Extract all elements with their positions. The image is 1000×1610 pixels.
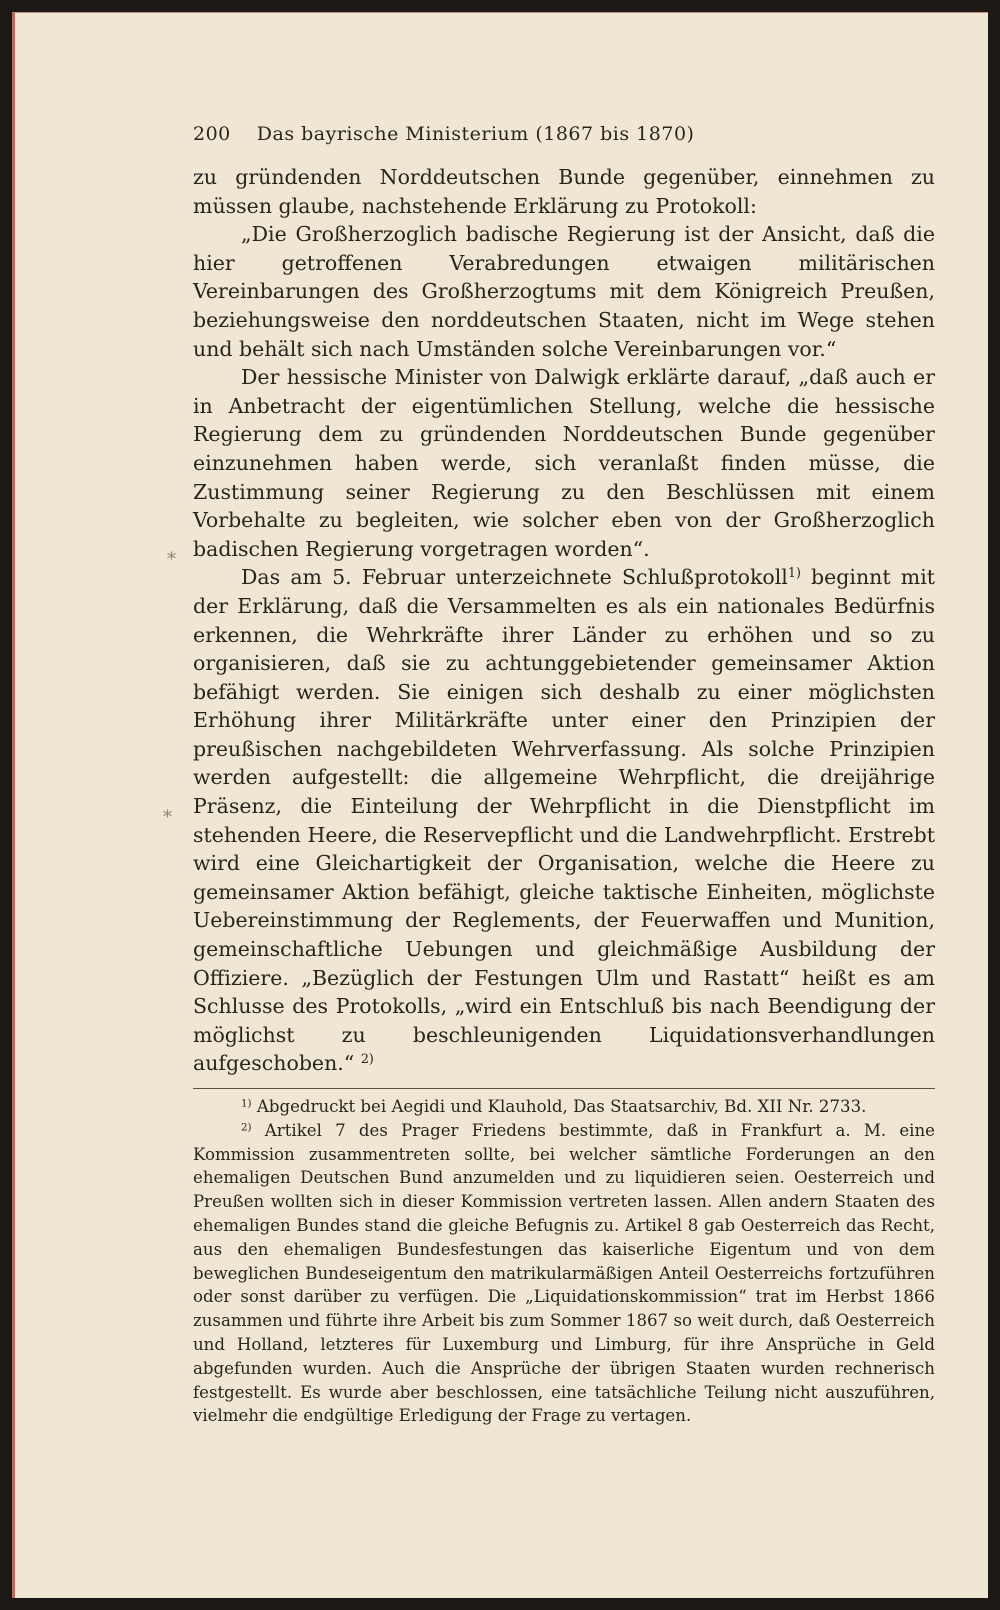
- paragraph-text: Das am 5. Februar unterzeichnete Schlußprotokoll: [241, 565, 788, 590]
- paragraph: „Die Großherzoglich badische Regierung ist der Ansicht, daß die hier getroffenen Verabredungen etwaigen militärischen Vereinbarungen des Großherzogtums mit dem Königreich Preußen, beziehungsweise den norddeutschen Staaten, nicht im Wege stehen und behält sich nach Umständen solche Vereinbarungen vor.“: [193, 222, 935, 361]
- body-text: [193, 163, 935, 1078]
- footnote-reference: 2): [360, 1051, 374, 1067]
- paragraph-text: beginnt mit der Erklärung, daß die Versammelten es als ein nationales Bedürfnis erkennen, die Wehrkräfte ihrer Länder zu erhöhen und so zu organisieren, daß sie zu achtunggebietender gemeinsamer Aktion befähigt werden. Sie einigen sich deshalb zu einer möglichsten Erhöhung ihrer Militärkräfte unter einer den Prinzipien der preußischen nachgebildeten Wehrverfassung. Als solche Prinzipien werden aufgestellt: die allgemeine Wehrpflicht, die dreijährige Präsenz, die Einteilung der Wehrpflicht in die Dienstpflicht im stehenden Heere, die Reservepflicht und die Landwehrpflicht. Erstrebt wird eine Gleichartigkeit der Organisation, welche die Heere zu gemeinsamer Aktion befähigt, gleiche taktische Einheiten, möglichste Uebereinstimmung der Reglements, der Feuerwaffen und Munition, gemeinschaftliche Uebungen und gleichmäßige Ausbildung der Offiziere. „Bezüglich der Festungen Ulm und Rastatt“ heißt es am Schlusse des Protokolls, „wird ein Entschluß bis nach Beendigung der möglichst zu beschleunigenden Liquidationsverhandlungen aufgeschoben.“: [193, 565, 936, 1076]
- footnote-marker: 1): [241, 1097, 252, 1110]
- margin-mark: *: [163, 807, 172, 828]
- footnote-marker: 2): [241, 1121, 252, 1134]
- footnotes: [193, 1095, 935, 1428]
- scanned-page: [12, 12, 988, 1598]
- footnote-text: Artikel 7 des Prager Friedens bestimmte, daß in Frankfurt a. M. eine Kommission zusammentreten sollte, bei welcher sämtliche Forderungen an den ehemaligen Deutschen Bund anzumelden und zu liquidieren seien. Oesterreich und Preußen wollten sich in dieser Kommission vertreten lassen. Allen andern Staaten des ehemaligen Bundes stand die gleiche Befugnis zu. Artikel 8 gab Oesterreich das Recht, aus den ehemaligen Bundesfestungen das kaiserliche Eigentum und von dem beweglichen Bundeseigentum den matrikularmäßigen Anteil Oesterreichs fortzuführen oder sonst darüber zu verfügen. Die „Liquidationskommission“ trat im Herbst 1866 zusammen und führte ihre Arbeit bis zum Sommer 1867 so weit durch, daß Oesterreich und Holland, letzteres für Luxemburg und Limburg, für ihre Ansprüche in Geld abgefunden wurden. Auch die Ansprüche der übrigen Staaten wurden rechnerisch festgestellt. Es wurde aber beschlossen, eine tatsächliche Teilung nicht auszuführen, vielmehr die endgültige Erledigung der Frage zu vertagen.: [193, 1120, 935, 1426]
- footnote: [193, 1119, 935, 1428]
- page-number: 200: [193, 123, 231, 145]
- running-head: [193, 123, 935, 163]
- paragraph: zu gründenden Norddeutschen Bunde gegenüber, einnehmen zu müssen glaube, nachstehende Erklärung zu Protokoll:: [193, 165, 935, 218]
- footnote: [193, 1095, 935, 1119]
- margin-mark: *: [167, 549, 176, 570]
- footnote-text: Abgedruckt bei Aegidi und Klauhold, Das Staatsarchiv, Bd. XII Nr. 2733.: [251, 1097, 867, 1116]
- paragraph: Der hessische Minister von Dalwigk erklärte darauf, „daß auch er in Anbetracht der eigentümlichen Stellung, welche die hessische Regierung dem zu gründenden Norddeutschen Bunde gegenüber einzunehmen haben werde, sich veranlaßt finden müsse, die Zustimmung seiner Regierung zu den Beschlüssen mit einem Vorbehalte zu begleiten, wie solcher eben von der Großherzoglich badischen Regierung vorgetragen worden“.: [193, 365, 935, 561]
- paragraph: [193, 563, 935, 1078]
- page-content: [193, 123, 935, 1428]
- footnote-reference: 1): [787, 565, 801, 581]
- footnote-divider: [193, 1088, 935, 1089]
- running-title: Das bayrische Ministerium (1867 bis 1870): [256, 123, 695, 145]
